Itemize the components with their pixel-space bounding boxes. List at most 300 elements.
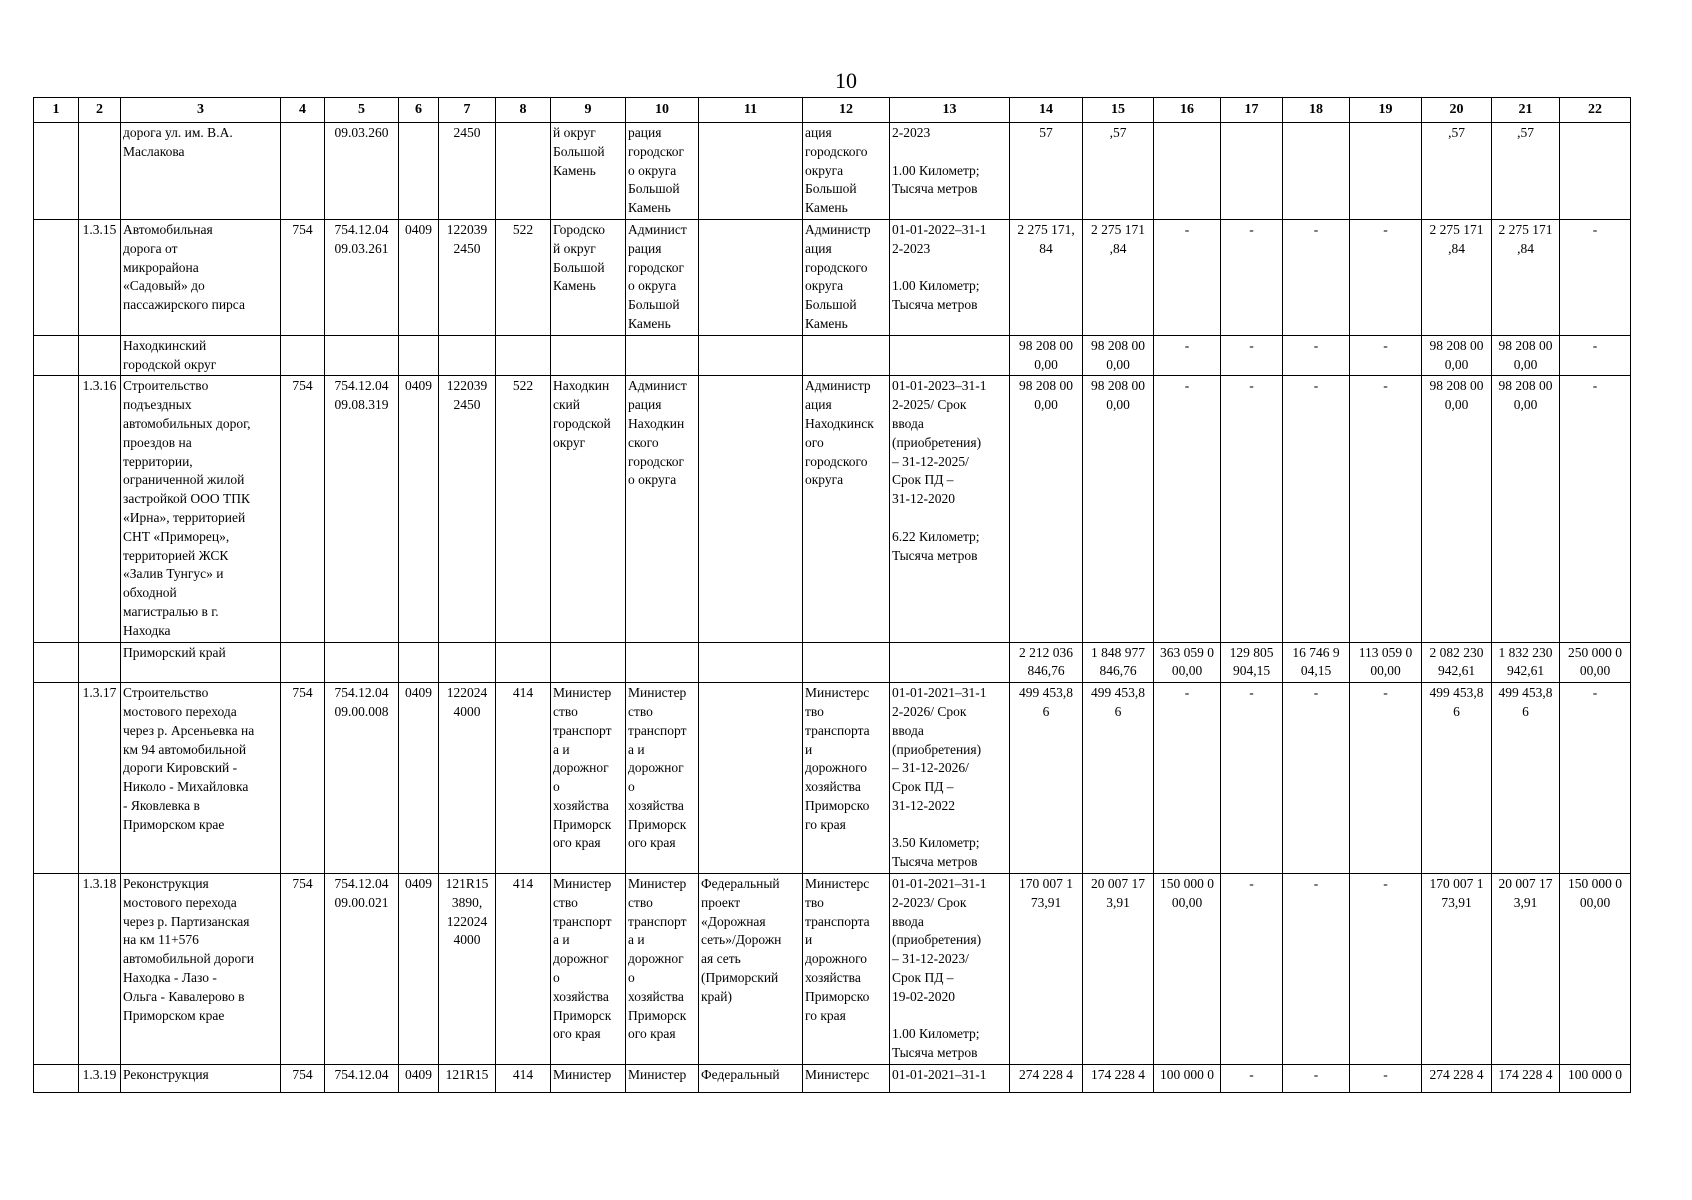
table-row bbox=[34, 642, 1631, 683]
table-cell bbox=[1492, 376, 1560, 642]
cell-text: 522 bbox=[512, 221, 534, 237]
cell-text: Админист рация Находкин ского городског о округа bbox=[628, 378, 687, 488]
table-cell bbox=[1083, 683, 1154, 874]
table-row bbox=[34, 335, 1631, 376]
table-cell bbox=[325, 376, 399, 642]
column-header-14: 14 bbox=[1010, 98, 1083, 123]
cell-text: 754 bbox=[292, 685, 313, 701]
cell-text: 499 453,8 6 bbox=[1019, 685, 1073, 719]
table-cell bbox=[496, 219, 551, 335]
table-cell bbox=[439, 123, 496, 220]
table-cell bbox=[1010, 874, 1083, 1065]
column-header-20: 20 bbox=[1422, 98, 1492, 123]
cell-text: 754 bbox=[292, 1067, 313, 1083]
cell-text: й округ Большой Камень bbox=[553, 125, 605, 178]
table-cell bbox=[79, 642, 121, 683]
table-cell bbox=[626, 683, 699, 874]
table-cell bbox=[626, 874, 699, 1065]
table-cell bbox=[890, 335, 1010, 376]
table-cell bbox=[1083, 335, 1154, 376]
table-cell bbox=[1154, 376, 1221, 642]
cell-text: 129 805 904,15 bbox=[1229, 644, 1274, 679]
header-row bbox=[34, 98, 1631, 123]
table-cell bbox=[399, 1065, 439, 1093]
table-cell bbox=[1221, 874, 1283, 1065]
cell-text: 0409 bbox=[405, 1067, 432, 1083]
table-cell bbox=[325, 874, 399, 1065]
table-cell bbox=[699, 335, 803, 376]
cell-text: - bbox=[1184, 378, 1190, 394]
cell-text: Администр ация городского округа Большой Камень bbox=[805, 221, 871, 331]
cell-text: - bbox=[1249, 685, 1254, 701]
cell-text: - bbox=[1383, 876, 1388, 892]
table-cell bbox=[1560, 123, 1631, 220]
cell-text: 499 453,8 6 bbox=[1498, 685, 1553, 719]
cell-text: Министер ство транспорт а и дорожног о хозяйства Приморск ого края bbox=[628, 876, 687, 1042]
table-cell bbox=[551, 642, 626, 683]
cell-text: Администр ация Находкинск ого городского округа bbox=[805, 378, 874, 488]
cell-text: - bbox=[1249, 876, 1254, 892]
table-cell bbox=[1221, 683, 1283, 874]
cell-text: 122039 2450 bbox=[446, 378, 488, 413]
table-cell bbox=[1560, 335, 1631, 376]
cell-text: 98 208 00 0,00 bbox=[1498, 378, 1553, 413]
table-row bbox=[34, 1065, 1631, 1093]
table-cell bbox=[121, 123, 281, 220]
table-cell bbox=[79, 1065, 121, 1093]
cell-text: 98 208 00 0,00 bbox=[1091, 378, 1145, 413]
table-cell bbox=[399, 874, 439, 1065]
table-cell bbox=[1154, 335, 1221, 376]
column-header-8: 8 bbox=[496, 98, 551, 123]
cell-text: 170 007 1 73,91 bbox=[1019, 876, 1073, 910]
cell-text: 01-01-2023–31-1 2-2025/ Срок ввода (приобретения) – 31-12-2025/ Срок ПД – 31-12-2020 6.22 Километр; Тысяча метров bbox=[892, 378, 987, 563]
cell-text: Министер ство транспорт а и дорожног о хозяйства Приморск ого края bbox=[553, 876, 612, 1042]
cell-text: 150 000 0 00,00 bbox=[1160, 876, 1214, 910]
table-cell bbox=[1083, 123, 1154, 220]
table-cell bbox=[1154, 642, 1221, 683]
cell-text: Находкин ский городской округ bbox=[553, 378, 611, 450]
cell-text: Строительство мостового перехода через р. Арсеньевка на км 94 автомобильной дороги Кировский - Николо - Михайловка - Яковлевка в Приморском крае bbox=[123, 685, 255, 832]
cell-text: Министер bbox=[628, 1067, 687, 1083]
table-row bbox=[34, 219, 1631, 335]
table-cell bbox=[551, 335, 626, 376]
cell-text: 01-01-2021–31-1 bbox=[892, 1067, 987, 1083]
table-cell bbox=[325, 123, 399, 220]
column-header-2: 2 bbox=[79, 98, 121, 123]
cell-text: Министерс bbox=[805, 1067, 870, 1083]
table-cell bbox=[551, 376, 626, 642]
cell-text: 98 208 00 0,00 bbox=[1091, 337, 1145, 372]
cell-text: 16 746 9 04,15 bbox=[1292, 644, 1340, 679]
table-cell bbox=[1350, 683, 1422, 874]
cell-text: Приморский край bbox=[123, 644, 226, 660]
cell-text: 100 000 0 bbox=[1568, 1067, 1622, 1083]
column-header-17: 17 bbox=[1221, 98, 1283, 123]
table-cell bbox=[803, 683, 890, 874]
table-cell bbox=[1560, 683, 1631, 874]
table-cell bbox=[1154, 874, 1221, 1065]
table-cell bbox=[281, 683, 325, 874]
cell-text: 499 453,8 6 bbox=[1091, 685, 1145, 719]
table-cell bbox=[1010, 335, 1083, 376]
table-cell bbox=[1283, 1065, 1350, 1093]
table-cell bbox=[803, 123, 890, 220]
table-container bbox=[33, 97, 1631, 1093]
table-cell bbox=[890, 874, 1010, 1065]
table-cell bbox=[1154, 219, 1221, 335]
column-header-5: 5 bbox=[325, 98, 399, 123]
cell-text: 1 832 230 942,61 bbox=[1498, 644, 1553, 679]
table-cell bbox=[325, 642, 399, 683]
cell-text: - bbox=[1313, 337, 1319, 353]
table-cell bbox=[1492, 219, 1560, 335]
table-cell bbox=[79, 683, 121, 874]
cell-text: Городско й округ Большой Камень bbox=[553, 221, 605, 294]
cell-text: - bbox=[1592, 685, 1598, 701]
table-cell bbox=[551, 219, 626, 335]
cell-text: 250 000 0 00,00 bbox=[1568, 644, 1622, 679]
cell-text: 20 007 17 3,91 bbox=[1498, 876, 1553, 910]
cell-text: Федеральный проект «Дорожная сеть»/Дорожн ая сеть (Приморский край) bbox=[701, 876, 782, 1004]
table-cell bbox=[439, 683, 496, 874]
cell-text: Автомобильная дорога от микрорайона «Садовый» до пассажирского пирса bbox=[123, 221, 245, 313]
table-cell bbox=[1083, 219, 1154, 335]
cell-text: рация городског о округа Большой Камень bbox=[628, 125, 685, 216]
cell-text: 274 228 4 bbox=[1429, 1067, 1484, 1083]
table-cell bbox=[1283, 376, 1350, 642]
table-cell bbox=[399, 683, 439, 874]
table-cell bbox=[1422, 874, 1492, 1065]
table-cell bbox=[1350, 1065, 1422, 1093]
table-cell bbox=[439, 1065, 496, 1093]
cell-text: 0409 bbox=[405, 378, 432, 394]
table-cell bbox=[1422, 683, 1492, 874]
cell-text: 0409 bbox=[405, 221, 432, 237]
table-cell bbox=[1350, 376, 1422, 642]
table-cell bbox=[1010, 642, 1083, 683]
table-cell bbox=[699, 376, 803, 642]
cell-text: 754 bbox=[292, 876, 313, 892]
cell-text: - bbox=[1313, 378, 1319, 394]
table-cell bbox=[399, 376, 439, 642]
table-row bbox=[34, 874, 1631, 1065]
table-cell bbox=[399, 219, 439, 335]
table-cell bbox=[803, 874, 890, 1065]
table-cell bbox=[1010, 219, 1083, 335]
cell-text: 01-01-2022–31-1 2-2023 1.00 Километр; Тысяча метров bbox=[892, 221, 987, 313]
table-cell bbox=[1422, 219, 1492, 335]
cell-text: - bbox=[1383, 337, 1388, 353]
cell-text: 98 208 00 0,00 bbox=[1019, 378, 1073, 413]
table-cell bbox=[890, 219, 1010, 335]
cell-text: - bbox=[1383, 221, 1388, 237]
cell-text: 754 bbox=[292, 378, 313, 394]
table-cell bbox=[325, 683, 399, 874]
cell-text: Реконструкция bbox=[123, 1067, 209, 1083]
column-header-7: 7 bbox=[439, 98, 496, 123]
cell-text: 2 212 036 846,76 bbox=[1019, 644, 1073, 679]
table-cell bbox=[79, 335, 121, 376]
cell-text: - bbox=[1592, 378, 1598, 394]
table-cell bbox=[1083, 642, 1154, 683]
table-cell bbox=[1422, 1065, 1492, 1093]
cell-text: 98 208 00 0,00 bbox=[1429, 378, 1484, 413]
table-cell bbox=[1492, 1065, 1560, 1093]
table-cell bbox=[1350, 335, 1422, 376]
table-cell bbox=[803, 335, 890, 376]
table-row bbox=[34, 123, 1631, 220]
table-cell bbox=[626, 376, 699, 642]
cell-text: 363 059 0 00,00 bbox=[1160, 644, 1214, 679]
table-cell bbox=[1010, 376, 1083, 642]
column-header-16: 16 bbox=[1154, 98, 1221, 123]
table-cell bbox=[1154, 1065, 1221, 1093]
table-cell bbox=[399, 123, 439, 220]
table-cell bbox=[890, 642, 1010, 683]
table-cell bbox=[626, 1065, 699, 1093]
table-cell bbox=[1560, 1065, 1631, 1093]
cell-text: 01-01-2021–31-1 2-2023/ Срок ввода (приобретения) – 31-12-2023/ Срок ПД – 19-02-2020 1.00 Километр; Тысяча метров bbox=[892, 876, 987, 1061]
cell-text: Министерс тво транспорта и дорожного хозяйства Приморско го края bbox=[805, 685, 870, 832]
table-cell bbox=[1492, 683, 1560, 874]
table-cell bbox=[1010, 1065, 1083, 1093]
table-cell bbox=[121, 335, 281, 376]
table-cell bbox=[281, 219, 325, 335]
table-cell bbox=[1221, 376, 1283, 642]
cell-text: 20 007 17 3,91 bbox=[1091, 876, 1145, 910]
cell-text: - bbox=[1592, 221, 1598, 237]
table-cell bbox=[699, 874, 803, 1065]
table-cell bbox=[1560, 642, 1631, 683]
cell-text: 170 007 1 73,91 bbox=[1429, 876, 1484, 910]
cell-text: ,57 bbox=[1517, 125, 1534, 140]
table-cell bbox=[1560, 874, 1631, 1065]
cell-text: Министер ство транспорт а и дорожног о хозяйства Приморск ого края bbox=[553, 685, 612, 851]
cell-text: - bbox=[1249, 378, 1254, 394]
table-cell bbox=[1422, 376, 1492, 642]
cell-text: 1.3.18 bbox=[82, 876, 117, 892]
column-header-18: 18 bbox=[1283, 98, 1350, 123]
table-cell bbox=[890, 1065, 1010, 1093]
table-cell bbox=[325, 1065, 399, 1093]
cell-text: - bbox=[1313, 685, 1319, 701]
column-header-6: 6 bbox=[399, 98, 439, 123]
table-cell bbox=[439, 335, 496, 376]
cell-text: 98 208 00 0,00 bbox=[1429, 337, 1484, 372]
cell-text: 0409 bbox=[405, 876, 432, 892]
table-cell bbox=[121, 642, 281, 683]
cell-text: - bbox=[1249, 221, 1254, 237]
cell-text: 98 208 00 0,00 bbox=[1498, 337, 1553, 372]
table-cell bbox=[1422, 335, 1492, 376]
cell-text: Админист рация городског о округа Большой Камень bbox=[628, 221, 687, 331]
column-header-21: 21 bbox=[1492, 98, 1560, 123]
table-cell bbox=[699, 642, 803, 683]
table-cell bbox=[34, 874, 79, 1065]
cell-text: - bbox=[1383, 1067, 1388, 1083]
table-cell bbox=[281, 376, 325, 642]
cell-text: дорога ул. им. В.А. Маслакова bbox=[123, 125, 233, 159]
cell-text: 122024 4000 bbox=[446, 685, 488, 719]
cell-text: Министер ство транспорт а и дорожног о хозяйства Приморск ого края bbox=[628, 685, 687, 851]
cell-text: - bbox=[1592, 337, 1598, 353]
cell-text: 499 453,8 6 bbox=[1429, 685, 1484, 719]
cell-text: - bbox=[1249, 337, 1254, 353]
cell-text: 150 000 0 00,00 bbox=[1568, 876, 1622, 910]
table-cell bbox=[34, 123, 79, 220]
table-cell bbox=[1350, 874, 1422, 1065]
table-cell bbox=[496, 335, 551, 376]
table-cell bbox=[496, 123, 551, 220]
cell-text: 57 bbox=[1039, 125, 1053, 140]
table-cell bbox=[1350, 219, 1422, 335]
table-cell bbox=[439, 219, 496, 335]
cell-text: - bbox=[1383, 685, 1388, 701]
cell-text: 754.12.04 09.00.008 bbox=[334, 685, 389, 719]
cell-text: - bbox=[1184, 337, 1190, 353]
table-cell bbox=[121, 219, 281, 335]
table-cell bbox=[626, 642, 699, 683]
table-cell bbox=[399, 335, 439, 376]
cell-text: - bbox=[1313, 221, 1319, 237]
table-cell bbox=[1283, 874, 1350, 1065]
table-cell bbox=[325, 219, 399, 335]
table-cell bbox=[34, 376, 79, 642]
cell-text: Министерс тво транспорта и дорожного хозяйства Приморско го края bbox=[805, 876, 870, 1023]
table-cell bbox=[439, 376, 496, 642]
table-cell bbox=[1221, 335, 1283, 376]
cell-text: 754.12.04 09.03.261 bbox=[334, 221, 389, 256]
column-header-9: 9 bbox=[551, 98, 626, 123]
column-header-1: 1 bbox=[34, 98, 79, 123]
table-cell bbox=[890, 376, 1010, 642]
table-row bbox=[34, 376, 1631, 642]
cell-text: 414 bbox=[512, 876, 534, 892]
cell-text: 121R15 bbox=[445, 1067, 489, 1083]
table-cell bbox=[890, 683, 1010, 874]
cell-text: 1.3.15 bbox=[82, 221, 117, 237]
cell-text: 2-2023 1.00 Километр; Тысяча метров bbox=[892, 125, 980, 197]
table-cell bbox=[496, 683, 551, 874]
table-cell bbox=[79, 874, 121, 1065]
table-cell bbox=[34, 1065, 79, 1093]
column-header-3: 3 bbox=[121, 98, 281, 123]
table-cell bbox=[626, 335, 699, 376]
cell-text: 09.03.260 bbox=[334, 125, 389, 140]
table-cell bbox=[34, 335, 79, 376]
table-cell bbox=[281, 123, 325, 220]
cell-text: - bbox=[1383, 378, 1388, 394]
cell-text: 522 bbox=[512, 378, 534, 394]
table-cell bbox=[1221, 219, 1283, 335]
cell-text: 100 000 0 bbox=[1160, 1067, 1214, 1083]
cell-text: - bbox=[1249, 1067, 1254, 1083]
table-cell bbox=[626, 219, 699, 335]
table-cell bbox=[34, 642, 79, 683]
cell-text: 1 848 977 846,76 bbox=[1091, 644, 1145, 679]
column-header-10: 10 bbox=[626, 98, 699, 123]
table-cell bbox=[551, 683, 626, 874]
table-cell bbox=[1560, 376, 1631, 642]
table-cell bbox=[551, 1065, 626, 1093]
table-cell bbox=[551, 874, 626, 1065]
table-cell bbox=[439, 642, 496, 683]
table-cell bbox=[626, 123, 699, 220]
table-cell bbox=[79, 376, 121, 642]
table-cell bbox=[121, 874, 281, 1065]
table-cell bbox=[1221, 642, 1283, 683]
table-cell bbox=[1283, 335, 1350, 376]
cell-text: ация городского округа Большой Камень bbox=[805, 125, 868, 216]
cell-text: - bbox=[1184, 221, 1190, 237]
cell-text: 2450 bbox=[453, 125, 481, 140]
column-header-12: 12 bbox=[803, 98, 890, 123]
cell-text: Министер bbox=[553, 1067, 612, 1083]
cell-text: 274 228 4 bbox=[1019, 1067, 1073, 1083]
table-cell bbox=[1492, 642, 1560, 683]
table-cell bbox=[121, 1065, 281, 1093]
table-cell bbox=[1560, 219, 1631, 335]
cell-text: 754.12.04 bbox=[334, 1067, 389, 1083]
table-cell bbox=[1422, 123, 1492, 220]
cell-text: 2 275 171 ,84 bbox=[1429, 221, 1484, 256]
table-cell bbox=[496, 642, 551, 683]
table-cell bbox=[551, 123, 626, 220]
table-cell bbox=[1154, 683, 1221, 874]
cell-text: - bbox=[1184, 685, 1190, 701]
table-cell bbox=[496, 376, 551, 642]
table-cell bbox=[890, 123, 1010, 220]
table-cell bbox=[1221, 1065, 1283, 1093]
table-cell bbox=[1283, 642, 1350, 683]
table-cell bbox=[281, 642, 325, 683]
cell-text: 113 059 0 00,00 bbox=[1358, 644, 1413, 679]
cell-text: Реконструкция мостового перехода через р. Партизанская на км 11+576 автомобильной дороги Находка - Лазо - Ольга - Кавалерово в Приморском крае bbox=[123, 876, 254, 1023]
cell-text: ,57 bbox=[1448, 125, 1465, 140]
table-cell bbox=[1350, 642, 1422, 683]
cell-text: 414 bbox=[512, 1067, 534, 1083]
table-cell bbox=[496, 874, 551, 1065]
table-cell bbox=[803, 376, 890, 642]
cell-text: Строительство подъездных автомобильных дорог, проездов на территории, ограниченной жилой застройкой ООО ТПК «Ирна», территорией СНТ «Приморец», территорией ЖСК «Залив Тунгус» и обходной магистралью в г. Находка bbox=[123, 378, 251, 638]
table-cell bbox=[281, 874, 325, 1065]
table-cell bbox=[79, 219, 121, 335]
table-cell bbox=[1083, 874, 1154, 1065]
cell-text: 1.3.19 bbox=[82, 1067, 117, 1083]
table-cell bbox=[1283, 219, 1350, 335]
table-cell bbox=[1154, 123, 1221, 220]
table-cell bbox=[803, 642, 890, 683]
table-cell bbox=[699, 123, 803, 220]
table-cell bbox=[1283, 123, 1350, 220]
table-cell bbox=[1083, 376, 1154, 642]
table-cell bbox=[34, 683, 79, 874]
cell-text: 1.3.16 bbox=[82, 378, 117, 394]
cell-text: 2 275 171 ,84 bbox=[1498, 221, 1553, 256]
cell-text: 0409 bbox=[405, 685, 432, 701]
cell-text: 1.3.17 bbox=[82, 685, 117, 701]
table-cell bbox=[699, 1065, 803, 1093]
table-cell bbox=[1010, 123, 1083, 220]
table-cell bbox=[1422, 642, 1492, 683]
column-header-13: 13 bbox=[890, 98, 1010, 123]
table-cell bbox=[439, 874, 496, 1065]
cell-text: 754 bbox=[292, 221, 313, 237]
column-header-15: 15 bbox=[1083, 98, 1154, 123]
table-cell bbox=[1010, 683, 1083, 874]
table-cell bbox=[496, 1065, 551, 1093]
